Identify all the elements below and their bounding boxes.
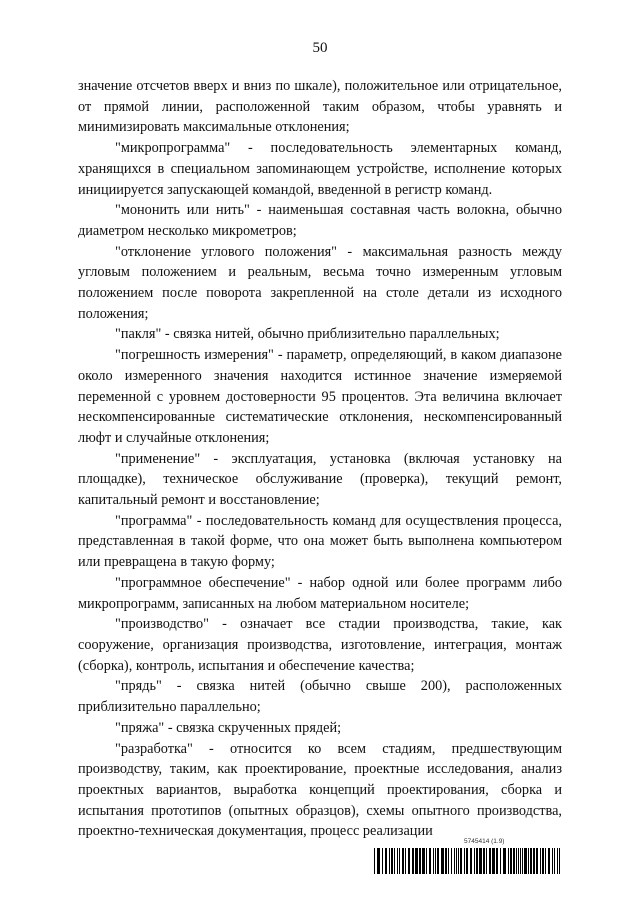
definition-paragraph: "применение" - эксплуатация, установка (включая установку на площадке), техническое обслуживание (проверка), текущий ремонт, капитальный ремонт и восстановление;	[78, 450, 562, 509]
barcode-bars	[374, 848, 562, 874]
definition-paragraph: "пакля" - связка нитей, обычно приблизительно параллельных;	[115, 326, 500, 343]
page-number: 50	[312, 40, 328, 56]
definition-paragraph: "производство" - означает все стадии производства, такие, как сооружение, организация производства, изготовление, интеграция, монтаж (сборка), контроль, испытания и обеспечение качества;	[78, 616, 562, 674]
barcode-id: 5745414 (1.9)	[464, 838, 505, 845]
barcode	[374, 838, 562, 874]
document-body	[78, 76, 562, 842]
definition-paragraph: "погрешность измерения" - параметр, определяющий, в каком диапазоне около измеренного значения находится истинное значение измеряемой переменной с уровнем достоверности 95 процентов. Эта величина включает нескомпенсированные систематические отклонения, нескомпенсированный люфт и случайные отклонения;	[78, 347, 562, 446]
paragraph-continued: значение отсчетов вверх и вниз по шкале), положительное или отрицательное, от прямой линии, расположенной таким образом, чтобы уравнять и минимизировать максимальные отклонения;	[78, 78, 562, 136]
definition-paragraph: "разработка" - относится ко всем стадиям, предшествующим производству, таким, как проектирование, проектные исследования, анализ проектных вариантов, выработка концепций проектирования, сборка и испытания прототипов (опытных образцов), схемы опытного производства, проектно-техническая документация, процесс реализации	[78, 740, 562, 840]
definition-paragraph: "отклонение углового положения" - максимальная разность между угловым положением и реальным, весьма точно измеренным угловым положением после поворота закрепленной на столе детали из исходного положения;	[78, 243, 562, 322]
definition-paragraph: "программа" - последовательность команд для осуществления процесса, представленная в такой форме, что она может быть выполнена компьютером или превращена в такую форму;	[78, 512, 562, 571]
definition-paragraph: "программное обеспечение" - набор одной или более программ либо микропрограмм, записанных на любом материальном носителе;	[78, 574, 562, 612]
definition-paragraph: "микропрограмма" - последовательность элементарных команд, хранящихся в специальном запоминающем устройстве, исполнение которых инициируется запускающей командой, введенной в регистр команд.	[78, 140, 562, 198]
definition-paragraph: "прядь" - связка нитей (обычно свыше 200), расположенных приблизительно параллельно;	[78, 678, 562, 716]
definition-paragraph: "мононить или нить" - наименьшая составная часть волокна, обычно диаметром несколько микрометров;	[78, 202, 562, 239]
definition-paragraph: "пряжа" - связка скрученных прядей;	[115, 719, 342, 736]
